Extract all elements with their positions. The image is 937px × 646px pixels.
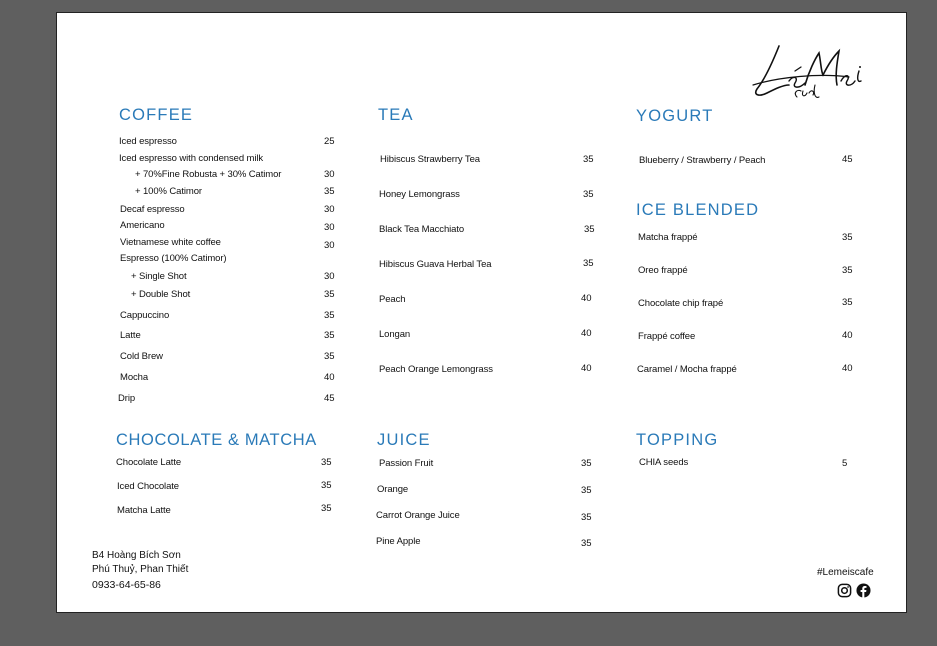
chocolate-matcha-item-name: Iced Chocolate xyxy=(117,481,179,492)
tea-item-price: 35 xyxy=(583,258,594,269)
coffee-item-price: 25 xyxy=(324,136,335,147)
coffee-item-price: 35 xyxy=(324,310,335,321)
address-line-1: B4 Hoàng Bích Sơn xyxy=(92,550,181,561)
yogurt-item-name: Blueberry / Strawberry / Peach xyxy=(639,155,766,166)
ice-blended-item-price: 35 xyxy=(842,265,853,276)
coffee-item-name: + Double Shot xyxy=(131,289,191,300)
coffee-item-name: Latte xyxy=(120,330,141,341)
tea-item-price: 40 xyxy=(581,363,592,374)
coffee-item-name: Iced espresso xyxy=(119,136,177,147)
juice-item-price: 35 xyxy=(581,512,592,523)
instagram-icon[interactable] xyxy=(837,583,852,598)
chocolate-matcha-item-price: 35 xyxy=(321,457,332,468)
tea-item-name: Peach Orange Lemongrass xyxy=(379,364,493,375)
juice-item-price: 35 xyxy=(581,485,592,496)
coffee-item-name: + 70%Fine Robusta + 30% Catimor xyxy=(135,169,282,180)
ice-blended-heading: ICE BLENDED xyxy=(636,201,760,219)
coffee-item-name: Cold Brew xyxy=(120,351,163,362)
coffee-item-price: 35 xyxy=(324,186,335,197)
tea-item-name: Longan xyxy=(379,329,411,340)
coffee-heading: COFFEE xyxy=(119,106,194,124)
coffee-item-name: Cappuccino xyxy=(120,310,170,321)
ice-blended-item-price: 35 xyxy=(842,232,853,243)
tea-item-price: 40 xyxy=(581,293,592,304)
coffee-item-price: 30 xyxy=(324,271,335,282)
yogurt-heading: YOGURT xyxy=(636,107,714,125)
yogurt-item-price: 45 xyxy=(842,154,853,165)
address-line-2: Phú Thuỷ, Phan Thiết xyxy=(92,564,189,575)
coffee-item-name: Drip xyxy=(118,393,136,404)
chocolate-matcha-item-price: 35 xyxy=(321,480,332,491)
tea-item-name: Hibiscus Guava Herbal Tea xyxy=(379,259,492,270)
ice-blended-item-name: Chocolate chip frapé xyxy=(638,298,724,309)
phone-number: 0933-64-65-86 xyxy=(92,579,161,591)
tea-item-name: Honey Lemongrass xyxy=(379,189,460,200)
coffee-item-name: + 100% Catimor xyxy=(135,186,202,197)
coffee-item-price: 35 xyxy=(324,330,335,341)
juice-item-name: Passion Fruit xyxy=(379,458,434,469)
chocolate-matcha-item-price: 35 xyxy=(321,503,332,514)
ice-blended-item-price: 40 xyxy=(842,330,853,341)
coffee-item-name: + Single Shot xyxy=(131,271,187,282)
coffee-item-name: Vietnamese white coffee xyxy=(120,237,221,248)
coffee-item-name: Iced espresso with condensed milk xyxy=(119,153,264,164)
tea-item-price: 35 xyxy=(583,189,594,200)
coffee-item-price: 30 xyxy=(324,169,335,180)
coffee-item-price: 30 xyxy=(324,222,335,233)
coffee-item-name: Mocha xyxy=(120,372,149,383)
tea-heading: TEA xyxy=(378,106,414,124)
juice-item-price: 35 xyxy=(581,538,592,549)
ice-blended-item-price: 40 xyxy=(842,363,853,374)
topping-item-name: CHIA seeds xyxy=(639,457,689,468)
juice-item-price: 35 xyxy=(581,458,592,469)
facebook-icon[interactable] xyxy=(856,583,871,598)
coffee-item-name: Americano xyxy=(120,220,165,231)
coffee-item-price: 30 xyxy=(324,204,335,215)
tea-item-name: Black Tea Macchiato xyxy=(379,224,465,235)
topping-item-price: 5 xyxy=(842,458,848,469)
tea-item-price: 35 xyxy=(584,224,595,235)
tea-item-name: Peach xyxy=(379,294,406,305)
coffee-item-price: 35 xyxy=(324,351,335,362)
tea-item-price: 35 xyxy=(583,154,594,165)
chocolate-matcha-heading: CHOCOLATE & MATCHA xyxy=(116,431,317,449)
coffee-item-price: 30 xyxy=(324,240,335,251)
juice-item-name: Pine Apple xyxy=(376,536,421,547)
coffee-item-name: Espresso (100% Catimor) xyxy=(120,253,227,264)
chocolate-matcha-item-name: Matcha Latte xyxy=(117,505,171,516)
juice-heading: JUICE xyxy=(377,431,431,449)
tea-item-price: 40 xyxy=(581,328,592,339)
coffee-item-price: 35 xyxy=(324,289,335,300)
juice-item-name: Orange xyxy=(377,484,409,495)
ice-blended-item-name: Frappé coffee xyxy=(638,331,696,342)
coffee-item-name: Decaf espresso xyxy=(120,204,185,215)
ice-blended-item-name: Caramel / Mocha frappé xyxy=(637,364,737,375)
coffee-item-price: 40 xyxy=(324,372,335,383)
lemei-logo xyxy=(749,41,869,103)
juice-item-name: Carrot Orange Juice xyxy=(376,510,460,521)
chocolate-matcha-item-name: Chocolate Latte xyxy=(116,457,182,468)
menu-page xyxy=(56,12,907,613)
topping-heading: TOPPING xyxy=(636,431,719,449)
ice-blended-item-name: Oreo frappé xyxy=(638,265,688,276)
ice-blended-item-price: 35 xyxy=(842,297,853,308)
hashtag: #Lemeiscafe xyxy=(817,567,874,578)
ice-blended-item-name: Matcha frappé xyxy=(638,232,698,243)
tea-item-name: Hibiscus Strawberry Tea xyxy=(380,154,480,165)
coffee-item-price: 45 xyxy=(324,393,335,404)
